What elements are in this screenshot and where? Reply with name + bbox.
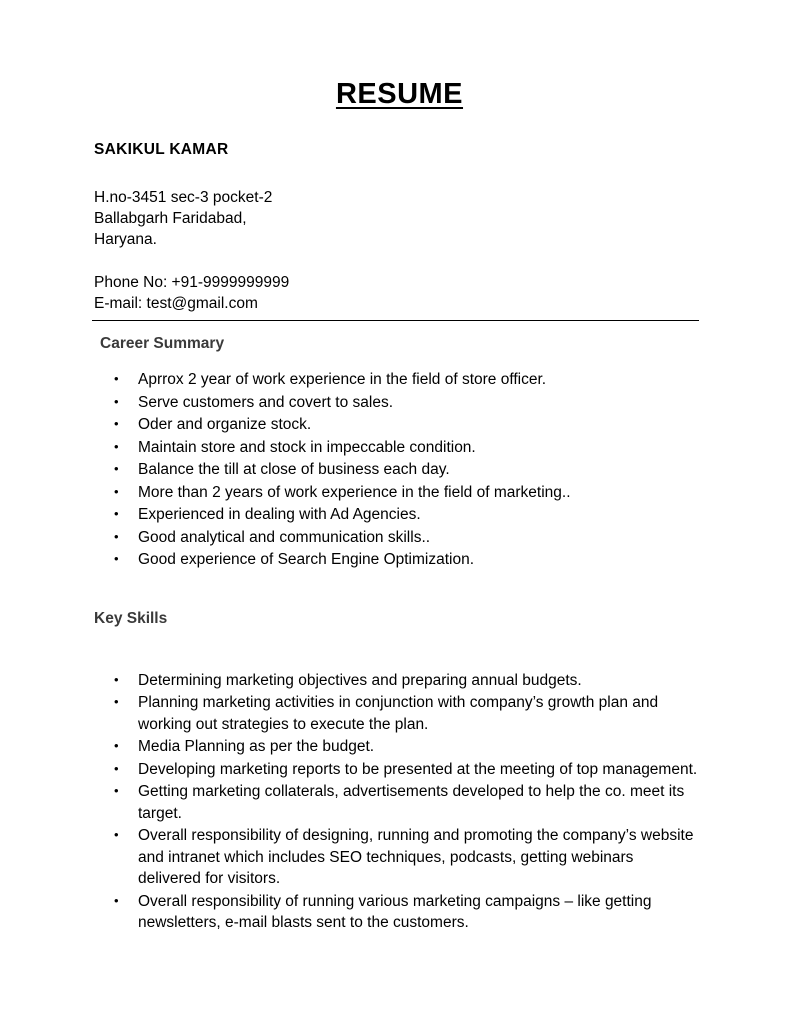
list-item: • Developing marketing reports to be presented at the meeting of top management. [108, 759, 699, 781]
key-skills-list [92, 670, 699, 934]
list-item: • Experienced in dealing with Ad Agencies. [108, 504, 699, 526]
list-item: • Overall responsibility of running various marketing campaigns – like getting newsletters, e-mail blasts sent to the customers. [108, 891, 699, 934]
page-title: RESUME [335, 78, 464, 110]
email-line: E-mail: test@gmail.com [94, 295, 258, 312]
header-divider [92, 320, 699, 321]
phone-line: Phone No: +91-9999999999 [94, 274, 290, 291]
address-line-2: Ballabgarh Faridabad, [94, 210, 247, 227]
list-item: • Good analytical and communication skills.. [108, 527, 699, 549]
section-heading-career-summary: Career Summary [100, 335, 225, 352]
address-block [94, 187, 699, 250]
list-item: • Determining marketing objectives and preparing annual budgets. [108, 670, 699, 692]
list-item: • Good experience of Search Engine Optimization. [108, 549, 699, 571]
address-line-3: Haryana. [94, 231, 157, 248]
list-item: • Serve customers and covert to sales. [108, 392, 699, 414]
list-item: • Overall responsibility of designing, running and promoting the company’s website and intranet which includes SEO techniques, podcasts, getting webinars delivered for visitors. [108, 825, 699, 890]
heading-spacer [92, 644, 699, 670]
section-spacer [92, 572, 699, 610]
address-line-1: H.no-3451 sec-3 pocket-2 [94, 189, 273, 206]
list-item: • Media Planning as per the budget. [108, 736, 699, 758]
section-key-skills [92, 610, 699, 934]
list-item: • Aprrox 2 year of work experience in the field of store officer. [108, 369, 699, 391]
section-career-summary [92, 335, 699, 571]
list-item: • Getting marketing collaterals, advertisements developed to help the co. meet its target. [108, 781, 699, 824]
list-item: • Balance the till at close of business each day. [108, 459, 699, 481]
candidate-name: SAKIKUL KAMAR [94, 141, 229, 158]
list-item: • More than 2 years of work experience in the field of marketing.. [108, 482, 699, 504]
list-item: • Planning marketing activities in conjunction with company’s growth plan and working out strategies to execute the plan. [108, 692, 699, 735]
career-summary-list [92, 369, 699, 571]
list-item: • Oder and organize stock. [108, 414, 699, 436]
list-item: • Maintain store and stock in impeccable condition. [108, 437, 699, 459]
contact-block [94, 272, 699, 314]
section-heading-key-skills: Key Skills [94, 609, 168, 627]
